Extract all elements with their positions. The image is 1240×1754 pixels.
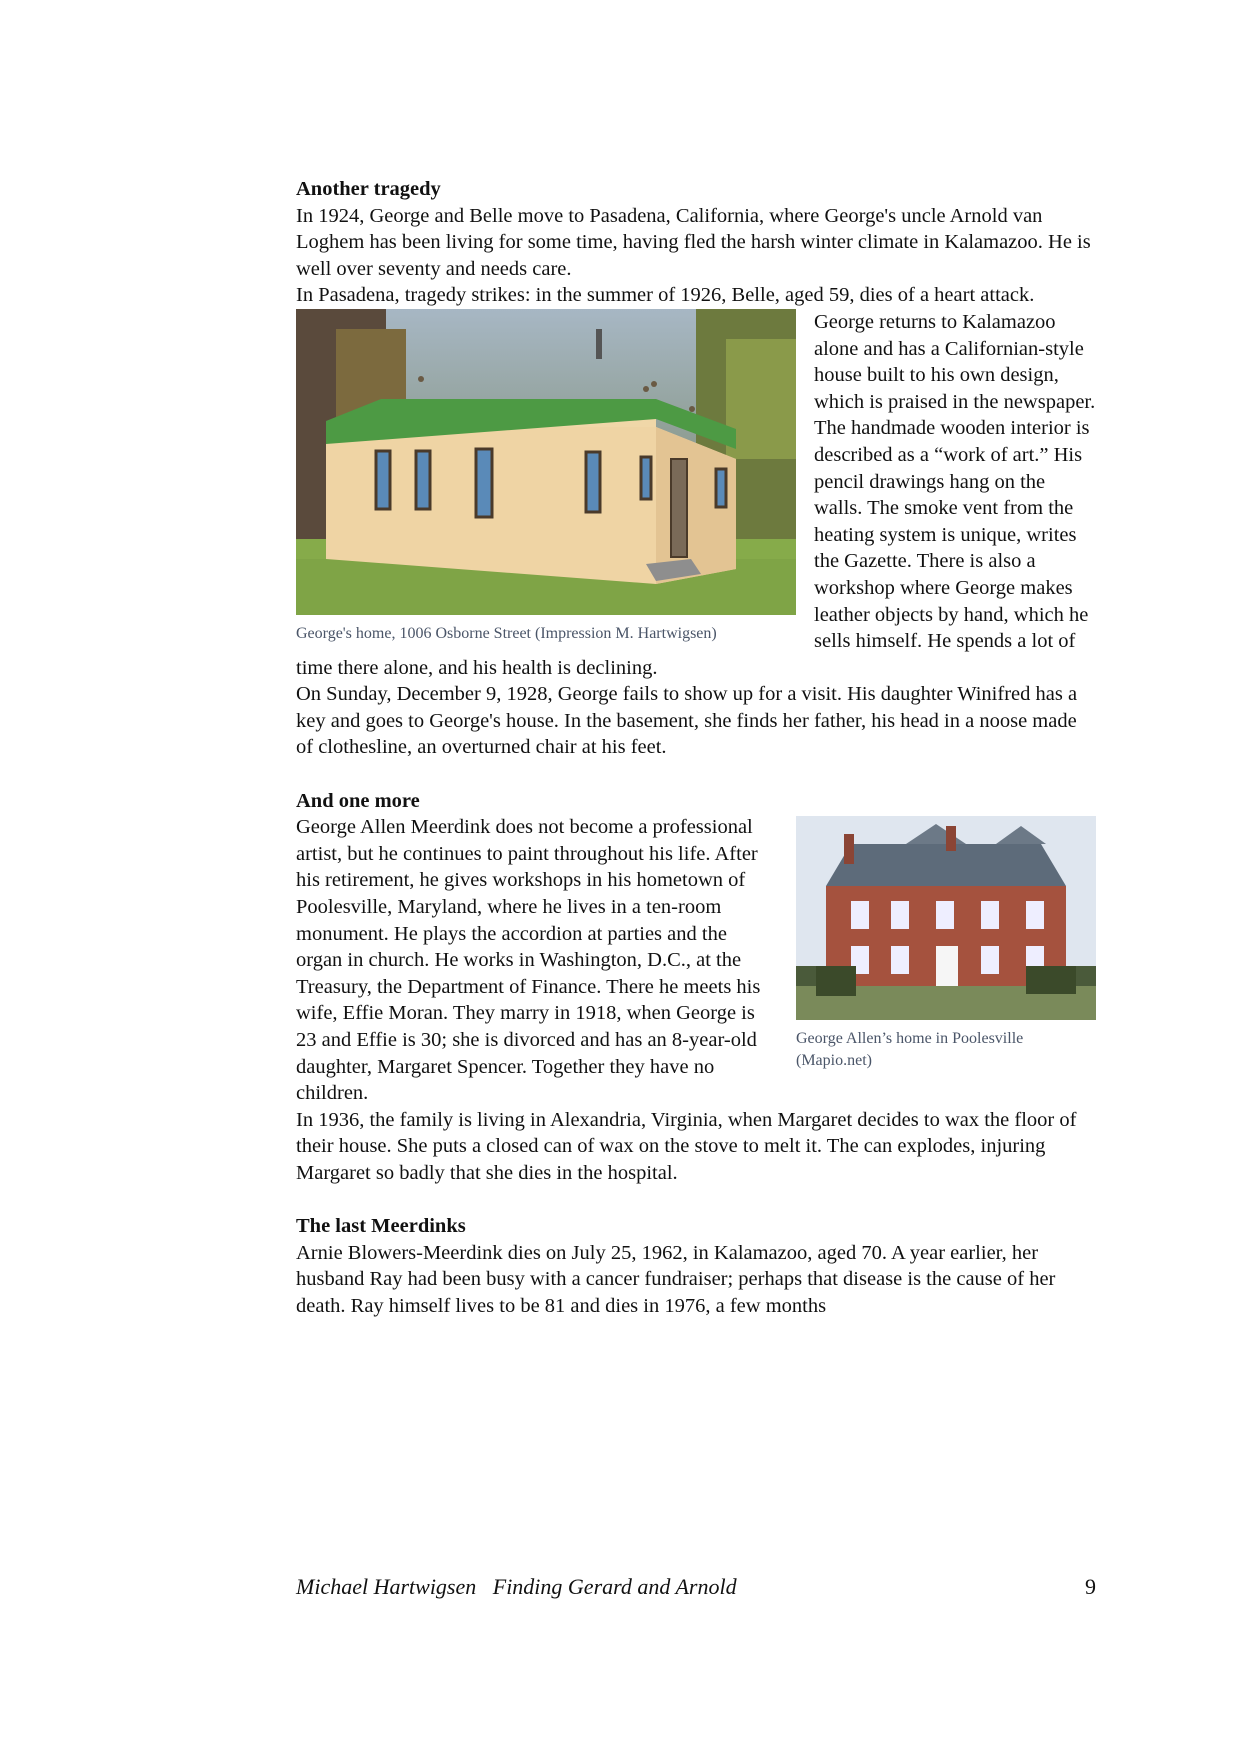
- paragraph: In 1924, George and Belle move to Pasadena, California, where George's uncle Arnold van Loghem has been living for some time, having fled the harsh winter climate in Kalamazoo. He is well over seventy and needs care.: [296, 204, 1091, 280]
- figure-caption: George's home, 1006 Osborne Street (Impression M. Hartwigsen): [296, 624, 717, 642]
- figure-osborne-home: [296, 309, 796, 649]
- poolesville-home-image: [796, 816, 1096, 1020]
- section-heading-another-tragedy: Another tragedy: [296, 178, 441, 200]
- osborne-home-image: [296, 309, 796, 615]
- section-heading-the-last-meerdinks: The last Meerdinks: [296, 1215, 466, 1238]
- footer-author-title: Michael Hartwigsen Finding Gerard and Arnold: [296, 1574, 737, 1599]
- figure-poolesville-home: [796, 816, 1096, 1072]
- paragraph: Arnie Blowers-Meerdink dies on July 25, 1962, in Kalamazoo, aged 70. A year earlier, her husband Ray had been busy with a cancer fundraiser; perhaps that disease is the cause of her death. Ray himself lives to be 81 and dies in 1976, a few months: [296, 1241, 1056, 1317]
- figure-caption: George Allen’s home in Poolesville (Mapio.net): [796, 1030, 1024, 1070]
- page-number: 9: [1085, 1574, 1096, 1599]
- page-body: [296, 176, 1096, 1320]
- section-heading-and-one-more: And one more: [296, 789, 420, 812]
- paragraph-text: In Pasadena, tragedy strikes: in the summer of 1926, Belle, aged 59, dies of a heart attack. George returns to Kalamazoo alone and has a Californian-style house built to his own design, which is praised in the newspaper. The handmade wooden interior is described as a “work of art.” His pencil drawings hang on the walls. The smoke vent from the heating system is unique, writes the Gazette. There is also a workshop where George makes leather objects by hand, which he sells himself. He spends a lot of time there alone, and his health is declining.: [296, 284, 1096, 679]
- paragraph: George Allen Meerdink does not become a professional artist, but he continues to paint throughout his life. After his retirement, he gives workshops in his hometown of Poolesville, Maryland, where he lives in a ten-room monument. He plays the accordion at parties and the organ in church. He works in Washington, D.C., at the Treasury, the Department of Finance. There he meets his wife, Effie Moran. They marry in 1918, when George is 23 and Effie is 30; she is divorced and has an 8-year-old daughter, Margaret Spencer. Together they have no children.: [296, 816, 761, 1105]
- paragraph: In 1936, the family is living in Alexandria, Virginia, when Margaret decides to wax the floor of their house. She puts a closed can of wax on the stove to melt it. The can explodes, injuring Margaret so badly that she dies in the hospital.: [296, 1108, 1077, 1184]
- page-footer: [296, 1574, 1096, 1600]
- paragraph: On Sunday, December 9, 1928, George fails to show up for a visit. His daughter Winifred has a key and goes to George's house. In the basement, she finds her father, his head in a noose made of clothesline, an overturned chair at his feet.: [296, 683, 1078, 759]
